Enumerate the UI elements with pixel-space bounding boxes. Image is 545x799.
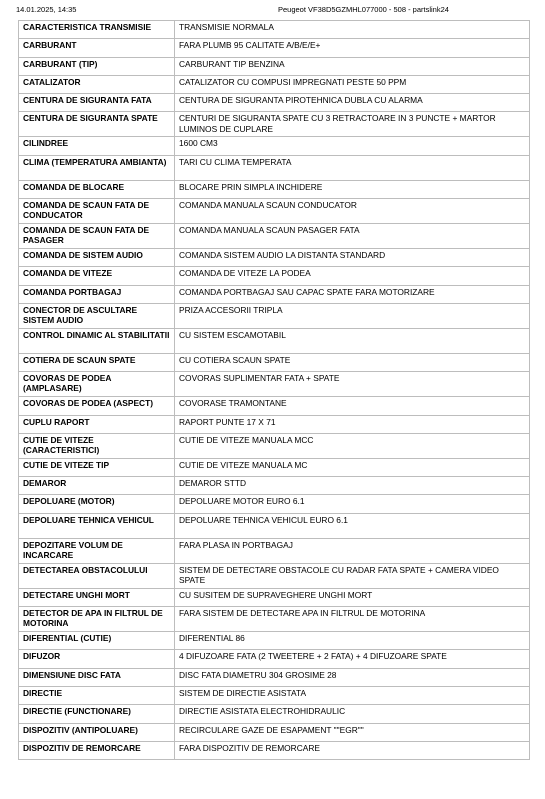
spec-value: FARA PLUMB 95 CALITATE A/B/E/E+ — [175, 39, 530, 57]
table-row — [19, 180, 530, 198]
spec-key: COMANDA DE SISTEM AUDIO — [19, 249, 175, 267]
spec-key: CILINDREE — [19, 137, 175, 155]
spec-key: DEPOZITARE VOLUM DE INCARCARE — [19, 538, 175, 563]
spec-value: DISC FATA DIAMETRU 304 GROSIME 28 — [175, 668, 530, 686]
spec-key: COTIERA DE SCAUN SPATE — [19, 353, 175, 371]
spec-value: FARA PLASA IN PORTBAGAJ — [175, 538, 530, 563]
table-row — [19, 741, 530, 759]
spec-value: COMANDA MANUALA SCAUN CONDUCATOR — [175, 199, 530, 224]
spec-value: CU SUSITEM DE SUPRAVEGHERE UNGHI MORT — [175, 588, 530, 606]
table-row — [19, 353, 530, 371]
table-row — [19, 686, 530, 704]
spec-value: DEPOLUARE MOTOR EURO 6.1 — [175, 495, 530, 513]
spec-value: 1600 CM3 — [175, 137, 530, 155]
table-row — [19, 224, 530, 249]
table-row — [19, 563, 530, 588]
spec-value: CUTIE DE VITEZE MANUALA MCC — [175, 433, 530, 458]
spec-key: DIMENSIUNE DISC FATA — [19, 668, 175, 686]
spec-value: DIRECTIE ASISTATA ELECTROHIDRAULIC — [175, 705, 530, 723]
table-row — [19, 94, 530, 112]
spec-key: COMANDA PORTBAGAJ — [19, 285, 175, 303]
spec-key: CARACTERISTICA TRANSMISIE — [19, 21, 175, 39]
spec-key: DIRECTIE — [19, 686, 175, 704]
spec-key: DISPOZITIV (ANTIPOLUARE) — [19, 723, 175, 741]
spec-key: COVORAS DE PODEA (AMPLASARE) — [19, 372, 175, 397]
table-row — [19, 495, 530, 513]
table-row — [19, 415, 530, 433]
table-row — [19, 538, 530, 563]
spec-value: COMANDA PORTBAGAJ SAU CAPAC SPATE FARA MOTORIZARE — [175, 285, 530, 303]
table-row — [19, 199, 530, 224]
spec-key: DETECTARE UNGHI MORT — [19, 588, 175, 606]
spec-key: CARBURANT — [19, 39, 175, 57]
spec-key: CARBURANT (TIP) — [19, 57, 175, 75]
spec-key: CONECTOR DE ASCULTARE SISTEM AUDIO — [19, 303, 175, 328]
spec-table — [18, 20, 530, 760]
spec-key: DIFUZOR — [19, 650, 175, 668]
spec-value: COMANDA DE VITEZE LA PODEA — [175, 267, 530, 285]
spec-value: CENTURA DE SIGURANTA PIROTEHNICA DUBLA CU ALARMA — [175, 94, 530, 112]
spec-value: FARA SISTEM DE DETECTARE APA IN FILTRUL DE MOTORINA — [175, 607, 530, 632]
spec-value: CUTIE DE VITEZE MANUALA MC — [175, 458, 530, 476]
table-row — [19, 513, 530, 538]
spec-key: DETECTAREA OBSTACOLULUI — [19, 563, 175, 588]
table-row — [19, 397, 530, 415]
table-row — [19, 632, 530, 650]
spec-key: COMANDA DE SCAUN FATA DE CONDUCATOR — [19, 199, 175, 224]
spec-key: DIRECTIE (FUNCTIONARE) — [19, 705, 175, 723]
spec-value: TARI CU CLIMA TEMPERATA — [175, 155, 530, 180]
table-row — [19, 477, 530, 495]
spec-key: DEPOLUARE (MOTOR) — [19, 495, 175, 513]
spec-key: CATALIZATOR — [19, 75, 175, 93]
spec-key: CENTURA DE SIGURANTA SPATE — [19, 112, 175, 137]
print-header — [16, 4, 531, 16]
spec-value: DEPOLUARE TEHNICA VEHICUL EURO 6.1 — [175, 513, 530, 538]
table-row — [19, 607, 530, 632]
spec-value: CU SISTEM ESCAMOTABIL — [175, 328, 530, 353]
table-row — [19, 433, 530, 458]
table-row — [19, 57, 530, 75]
spec-key: COMANDA DE VITEZE — [19, 267, 175, 285]
table-row — [19, 303, 530, 328]
spec-value: SISTEM DE DIRECTIE ASISTATA — [175, 686, 530, 704]
spec-key: COMANDA DE BLOCARE — [19, 180, 175, 198]
print-date: 14.01.2025, 14:35 — [16, 5, 77, 14]
spec-value: CU COTIERA SCAUN SPATE — [175, 353, 530, 371]
spec-value: CENTURI DE SIGURANTA SPATE CU 3 RETRACTOARE IN 3 PUNCTE + MARTOR LUMINOS DE CUPLARE — [175, 112, 530, 137]
table-row — [19, 267, 530, 285]
spec-key: DIFERENTIAL (CUTIE) — [19, 632, 175, 650]
table-row — [19, 650, 530, 668]
spec-key: DISPOZITIV DE REMORCARE — [19, 741, 175, 759]
spec-key: DETECTOR DE APA IN FILTRUL DE MOTORINA — [19, 607, 175, 632]
spec-key: CUTIE DE VITEZE (CARACTERISTICI) — [19, 433, 175, 458]
spec-key: CUTIE DE VITEZE TIP — [19, 458, 175, 476]
spec-key: CONTROL DINAMIC AL STABILITATII — [19, 328, 175, 353]
spec-key: CUPLU RAPORT — [19, 415, 175, 433]
spec-value: COMANDA SISTEM AUDIO LA DISTANTA STANDARD — [175, 249, 530, 267]
table-row — [19, 723, 530, 741]
spec-value: COVORAS SUPLIMENTAR FATA + SPATE — [175, 372, 530, 397]
spec-value: DIFERENTIAL 86 — [175, 632, 530, 650]
spec-value: TRANSMISIE NORMALA — [175, 21, 530, 39]
table-row — [19, 137, 530, 155]
table-row — [19, 75, 530, 93]
spec-value: COMANDA MANUALA SCAUN PASAGER FATA — [175, 224, 530, 249]
table-row — [19, 249, 530, 267]
spec-key: DEMAROR — [19, 477, 175, 495]
table-row — [19, 705, 530, 723]
table-row — [19, 588, 530, 606]
table-row — [19, 668, 530, 686]
spec-key: CLIMA (TEMPERATURA AMBIANTA) — [19, 155, 175, 180]
spec-value: CATALIZATOR CU COMPUSI IMPREGNATI PESTE 50 PPM — [175, 75, 530, 93]
spec-key: COMANDA DE SCAUN FATA DE PASAGER — [19, 224, 175, 249]
spec-key: DEPOLUARE TEHNICA VEHICUL — [19, 513, 175, 538]
table-row — [19, 21, 530, 39]
spec-value: RAPORT PUNTE 17 X 71 — [175, 415, 530, 433]
table-row — [19, 285, 530, 303]
table-row — [19, 39, 530, 57]
spec-value: SISTEM DE DETECTARE OBSTACOLE CU RADAR FATA SPATE + CAMERA VIDEO SPATE — [175, 563, 530, 588]
spec-value: RECIRCULARE GAZE DE ESAPAMENT ""EGR"" — [175, 723, 530, 741]
table-row — [19, 458, 530, 476]
spec-key: CENTURA DE SIGURANTA FATA — [19, 94, 175, 112]
spec-value: FARA DISPOZITIV DE REMORCARE — [175, 741, 530, 759]
table-row — [19, 155, 530, 180]
spec-value: DEMAROR STTD — [175, 477, 530, 495]
spec-value: COVORASE TRAMONTANE — [175, 397, 530, 415]
print-title: Peugeot VF38D5GZMHL077000 - 508 - partslink24 — [278, 5, 449, 14]
table-row — [19, 372, 530, 397]
spec-value: PRIZA ACCESORII TRIPLA — [175, 303, 530, 328]
spec-value: CARBURANT TIP BENZINA — [175, 57, 530, 75]
table-row — [19, 328, 530, 353]
table-row — [19, 112, 530, 137]
spec-value: BLOCARE PRIN SIMPLA INCHIDERE — [175, 180, 530, 198]
spec-key: COVORAS DE PODEA (ASPECT) — [19, 397, 175, 415]
spec-value: 4 DIFUZOARE FATA (2 TWEETERE + 2 FATA) + 4 DIFUZOARE SPATE — [175, 650, 530, 668]
